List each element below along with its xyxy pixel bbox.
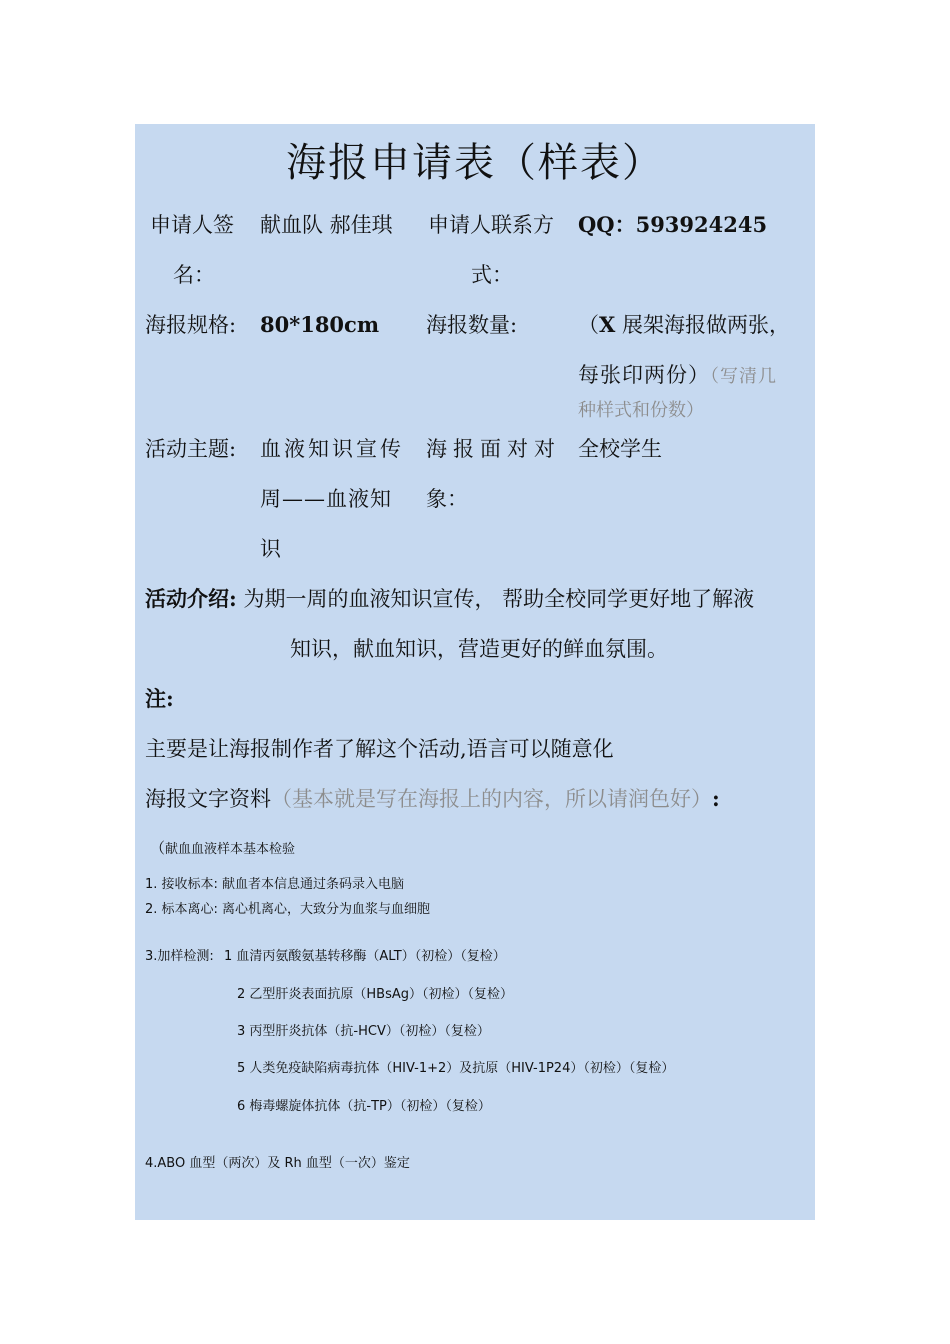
theme-value-line1: 血液知识宣传 <box>260 437 404 461</box>
audience-label-line2: 象： <box>426 487 468 511</box>
content-step3-item: 2 乙型肝炎表面抗原（HBsAg）（初检）（复检） <box>237 987 514 1002</box>
content-step4: 4.ABO 血型（两次）及 Rh 血型（一次）鉴定 <box>145 1156 410 1171</box>
quantity-hint-line2: 种样式和份数） <box>578 400 704 421</box>
text-material-line: 海报文字资料（基本就是写在海报上的内容，所以请润色好）: <box>145 786 720 811</box>
audience-value: 全校学生 <box>578 437 662 461</box>
quantity-value-line1: （X 展架海报做两张， <box>578 312 790 337</box>
content-step3-item: 3 丙型肝炎抗体（抗-HCV）（初检）（复检） <box>237 1024 490 1039</box>
spec-label: 海报规格: <box>145 313 237 337</box>
quantity-value-line2: 每张印两份）（写清几 <box>578 363 777 387</box>
content-step3-item: 6 梅毒螺旋体抗体（抗-TP）（初检）（复检） <box>237 1099 491 1114</box>
intro-line2: 知识，献血知识，营造更好的鲜血氛围。 <box>290 637 668 661</box>
text-material-label: 海报文字资料 <box>145 787 271 811</box>
applicant-label-line1: 申请人签 <box>150 213 234 237</box>
applicant-value: 献血队 郝佳琪 <box>260 213 393 237</box>
application-form <box>135 124 815 1220</box>
audience-label-line1: 海报面对对 <box>426 437 561 461</box>
applicant-label-line2: 名： <box>173 263 215 287</box>
contact-label-line1: 申请人联系方 <box>428 213 554 237</box>
note-label: 注: <box>145 686 174 711</box>
theme-value-line3: 识 <box>260 537 281 561</box>
intro-label: 活动介绍: <box>145 586 237 611</box>
theme-label: 活动主题: <box>145 437 237 461</box>
content-step1: 1. 接收标本: 献血者本信息通过条码录入电脑 <box>145 877 405 892</box>
content-heading: （献血血液样本基本检验 <box>150 839 296 857</box>
content-step3-item: 1 血清丙氨酸氨基转移酶（ALT）（初检）（复检） <box>224 949 506 964</box>
text-material-hint: （基本就是写在海报上的内容，所以请润色好） <box>271 787 712 811</box>
theme-value-line2: 周——血液知 <box>260 487 392 511</box>
content-step2: 2. 标本离心: 离心机离心，大致分为血浆与血细胞 <box>145 902 431 917</box>
quantity-hint: （写清几 <box>710 366 777 387</box>
intro-line1: 活动介绍: 为期一周的血液知识宣传， 帮助全校同学更好地了解液 <box>145 586 755 611</box>
contact-value: QQ：593924245 <box>578 212 768 237</box>
contact-label-line2: 式： <box>471 263 513 287</box>
quantity-label: 海报数量: <box>426 313 518 337</box>
form-title: 海报申请表（样表） <box>286 140 664 186</box>
content-step3-label: 3.加样检测: <box>145 949 214 964</box>
spec-value: 80*180cm <box>260 312 380 337</box>
content-step3-item: 5 人类免疫缺陷病毒抗体（HIV-1+2）及抗原（HIV-1P24）（初检）（复检） <box>237 1061 675 1076</box>
note-text: 主要是让海报制作者了解这个活动,语言可以随意化 <box>145 737 614 761</box>
